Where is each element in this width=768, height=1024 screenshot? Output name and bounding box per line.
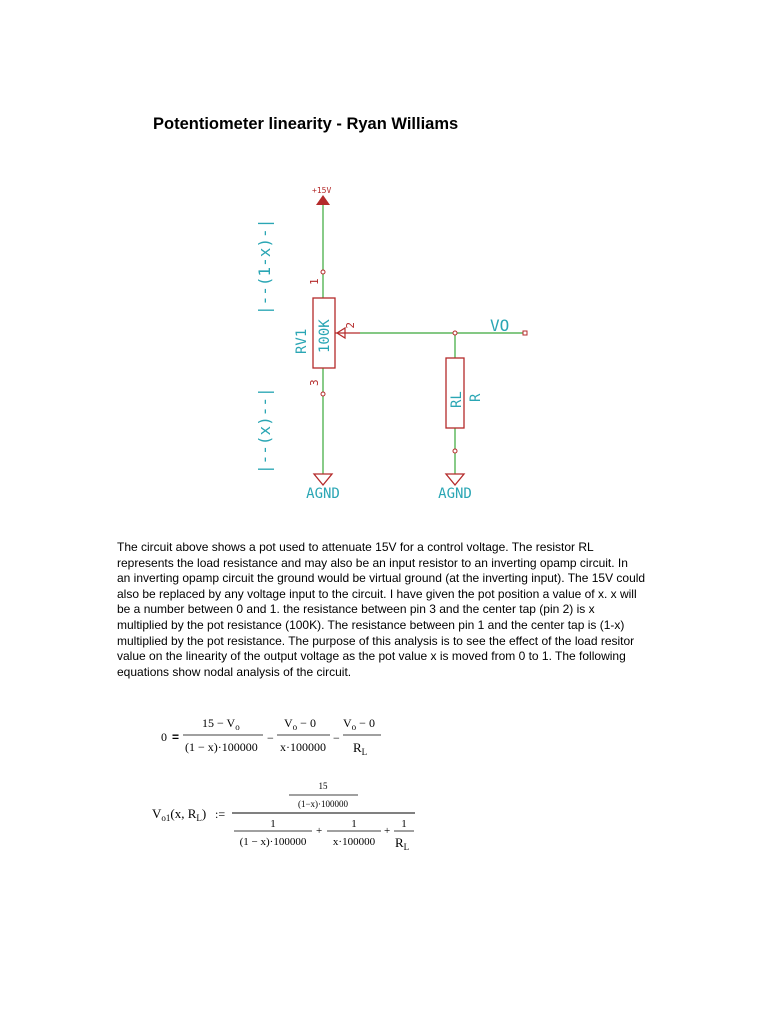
pin3-label: 3 bbox=[308, 379, 321, 386]
output-label: VO bbox=[490, 316, 510, 335]
paragraph-line: equations show nodal analysis of the circuit. bbox=[117, 664, 352, 679]
ground-left-label: AGND bbox=[306, 486, 340, 502]
paragraph-line: multiplied by the pot resistance (100K). The resistance between pin 1 and the center tap is (1-x) bbox=[117, 617, 625, 632]
pot-value-label: 100K bbox=[317, 319, 333, 353]
eq2-top-num: 15 bbox=[318, 781, 328, 791]
eq1-t3-den: $R_L$ bbox=[353, 740, 368, 757]
eq2-top-den: (1−x)·100000 bbox=[297, 799, 349, 809]
eq2-b2-num: 1 bbox=[351, 818, 357, 830]
eq2-b3-den: $R_L$ bbox=[395, 835, 410, 852]
supply-label: +15V bbox=[312, 186, 332, 195]
eq1-op1: − bbox=[267, 731, 274, 745]
load-value-label: R bbox=[468, 393, 484, 402]
description-paragraph bbox=[117, 540, 677, 680]
span-1mx-label: |--(1-x)-| bbox=[255, 218, 274, 315]
paragraph-line: value on the linearity of the output voltage as the pot value x is moved from 0 to 1. The following bbox=[117, 649, 626, 664]
eq1-t1-num: $15 - V_o$ bbox=[202, 716, 240, 732]
eq2-b1-num: 1 bbox=[270, 818, 276, 830]
eq2-b1-den: (1 − x)·100000 bbox=[239, 836, 307, 848]
eq2-plus2: + bbox=[384, 825, 391, 837]
span-x-label: |--(x)--| bbox=[255, 387, 274, 474]
pin-markers bbox=[321, 270, 527, 453]
eq1-t2-den: x·100000 bbox=[280, 740, 326, 754]
eq2-b3-num: 1 bbox=[401, 818, 407, 830]
load-ref-label: RL bbox=[449, 391, 465, 408]
ground-right-label: AGND bbox=[438, 486, 472, 502]
paragraph-line: an inverting opamp circuit the ground would be virtual ground (at the inverting input). The 15V could bbox=[117, 571, 646, 586]
eq1-t3-num: $V_o - 0$ bbox=[343, 716, 375, 732]
pot-ref-label: RV1 bbox=[294, 328, 310, 354]
ground-right-icon bbox=[446, 474, 464, 485]
eq1-t1-den: (1 − x)·100000 bbox=[185, 740, 258, 754]
eq1-op2: − bbox=[333, 731, 340, 745]
supply-arrow-icon bbox=[316, 195, 330, 205]
pin1-label: 1 bbox=[308, 278, 321, 285]
eq1-equals: = bbox=[172, 730, 180, 744]
paragraph-line: multiplied by the pot resistance. The purpose of this analysis is to see the effect of the load resitor bbox=[117, 633, 635, 648]
eq2-assign: := bbox=[215, 807, 226, 821]
equation-2 bbox=[152, 781, 415, 852]
eq1-lhs: 0 bbox=[161, 730, 167, 744]
wires bbox=[323, 205, 525, 474]
paragraph-line: represents the load resistance and may also be an input resistor to an inverting opamp circuit. In bbox=[117, 555, 628, 570]
equation-1 bbox=[161, 716, 381, 757]
eq2-lhs: $V_{o1}(x$, $R_L$) bbox=[152, 806, 207, 823]
pin2-label: 2 bbox=[344, 322, 357, 329]
ground-left-icon bbox=[314, 474, 332, 485]
paragraph-line: be a number between 0 and 1. the resistance between pin 3 and the center tap (pin 2) is x bbox=[117, 602, 595, 617]
eq1-t2-num: $V_o - 0$ bbox=[284, 716, 316, 732]
page-title: Potentiometer linearity - Ryan Williams bbox=[153, 115, 459, 133]
eq2-plus1: + bbox=[316, 825, 323, 837]
paragraph-line: The circuit above shows a pot used to attenuate 15V for a control voltage. The resistor RL bbox=[117, 540, 594, 554]
eq2-b2-den: x·100000 bbox=[332, 836, 376, 848]
paragraph-line: also be replaced by any voltage input to the circuit. I have given the pot position a value of x. x will bbox=[117, 586, 637, 601]
